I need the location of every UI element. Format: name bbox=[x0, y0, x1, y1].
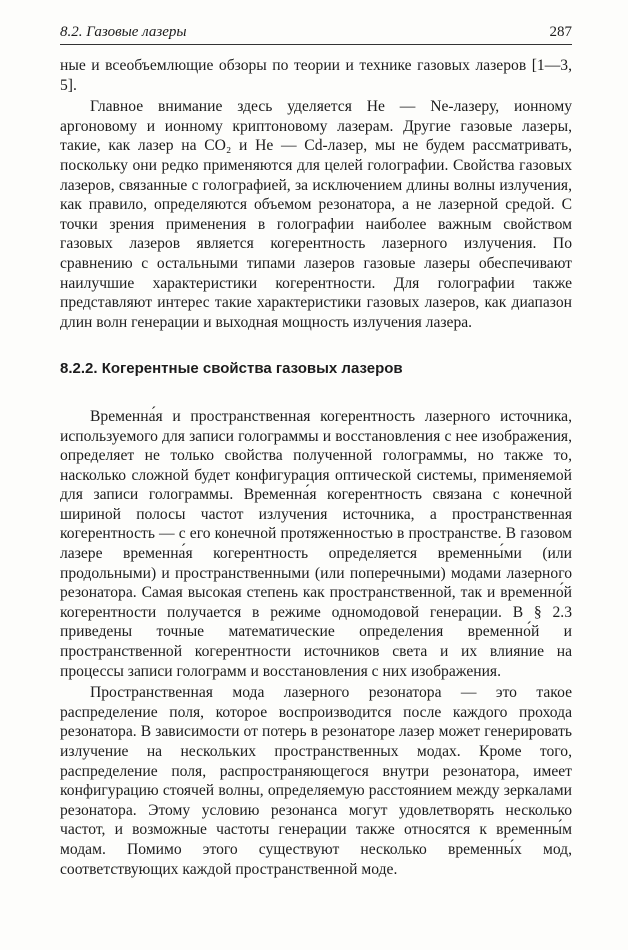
paragraph-spatial-mode: Пространственная мода лазерного резонатора — это такое распределение поля, которое воспроизводится после каждого прохода резонатора. В зависимости от потерь в резонаторе лазер может генерировать излучение на нескольких пространственных модах. Кроме того, распределение поля, распространяющегося внутри резонатора, имеет конфигурацию стоячей волны, определяемую расстоянием между зеркалами резонатора. Этому условию резонанса могут удовлетворять несколько частот, и возможные частоты генерации также относятся к временны́м модам. Помимо этого существуют несколько временны́х мод, соответствующих каждой пространственной моде. bbox=[60, 684, 572, 878]
paragraph-coherence: Временна́я и пространственная когерентность лазерного источника, используемого для записи голограммы и восстановления с нее изображения, определяет не только свойства полученной голограммы, но также то, насколько сложной будет конфигурация оптической системы, применяемой для записи голограммы. Временна́я когерентность связана с конечной шириной полосы частот излучения источника, а пространственная когерентность — с его конечной протяженностью в пространстве. В газовом лазере временна́я когерентность определяется временны́ми (или продольными) и пространственными (или поперечными) модами лазерного резонатора. Самая высокая степень как пространственной, так и временно́й когерентности получается в режиме одномодовой генерации. В § 2.3 приведены точные математические определения временно́й и пространственной когерентности источников света и их влияние на процессы записи голограмм и восстановления с них изображения. bbox=[60, 407, 572, 680]
paragraph-continuation: ные и всеобъемлющие обзоры по теории и технике газовых лазеров [1—3, 5]. bbox=[60, 57, 572, 94]
paragraph-main-focus: Главное внимание здесь уделяется Не — Ne-лазеру, ионному аргоновому и ионному криптоновому лазерам. Другие газовые лазеры, такие, как лазер на CO₂ и Не — Cd-лазер, мы не будем рассматривать, поскольку они редко применяются для целей голографии. Свойства газовых лазеров, связанные с голографией, за исключением длины волны излучения, как правило, определяются объемом резонатора, а не лазерной средой. С точки зрения применения в голографии наиболее важным свойством газовых лазеров является когерентность лазерного излучения. По сравнению с остальными типами лазеров газовые лазеры обеспечивают наилучшие характеристики когерентности. Для голографии также представляют интерес такие характеристики газовых лазеров, как диапазон длин волн генерации и выходная мощность излучения лазера. bbox=[60, 98, 572, 331]
running-header bbox=[60, 22, 572, 45]
page-number: 287 bbox=[549, 24, 572, 40]
section-heading: 8.2.2. Когерентные свойства газовых лазеров bbox=[60, 360, 403, 378]
running-header-title: 8.2. Газовые лазеры bbox=[60, 24, 187, 40]
page-body bbox=[60, 56, 572, 879]
